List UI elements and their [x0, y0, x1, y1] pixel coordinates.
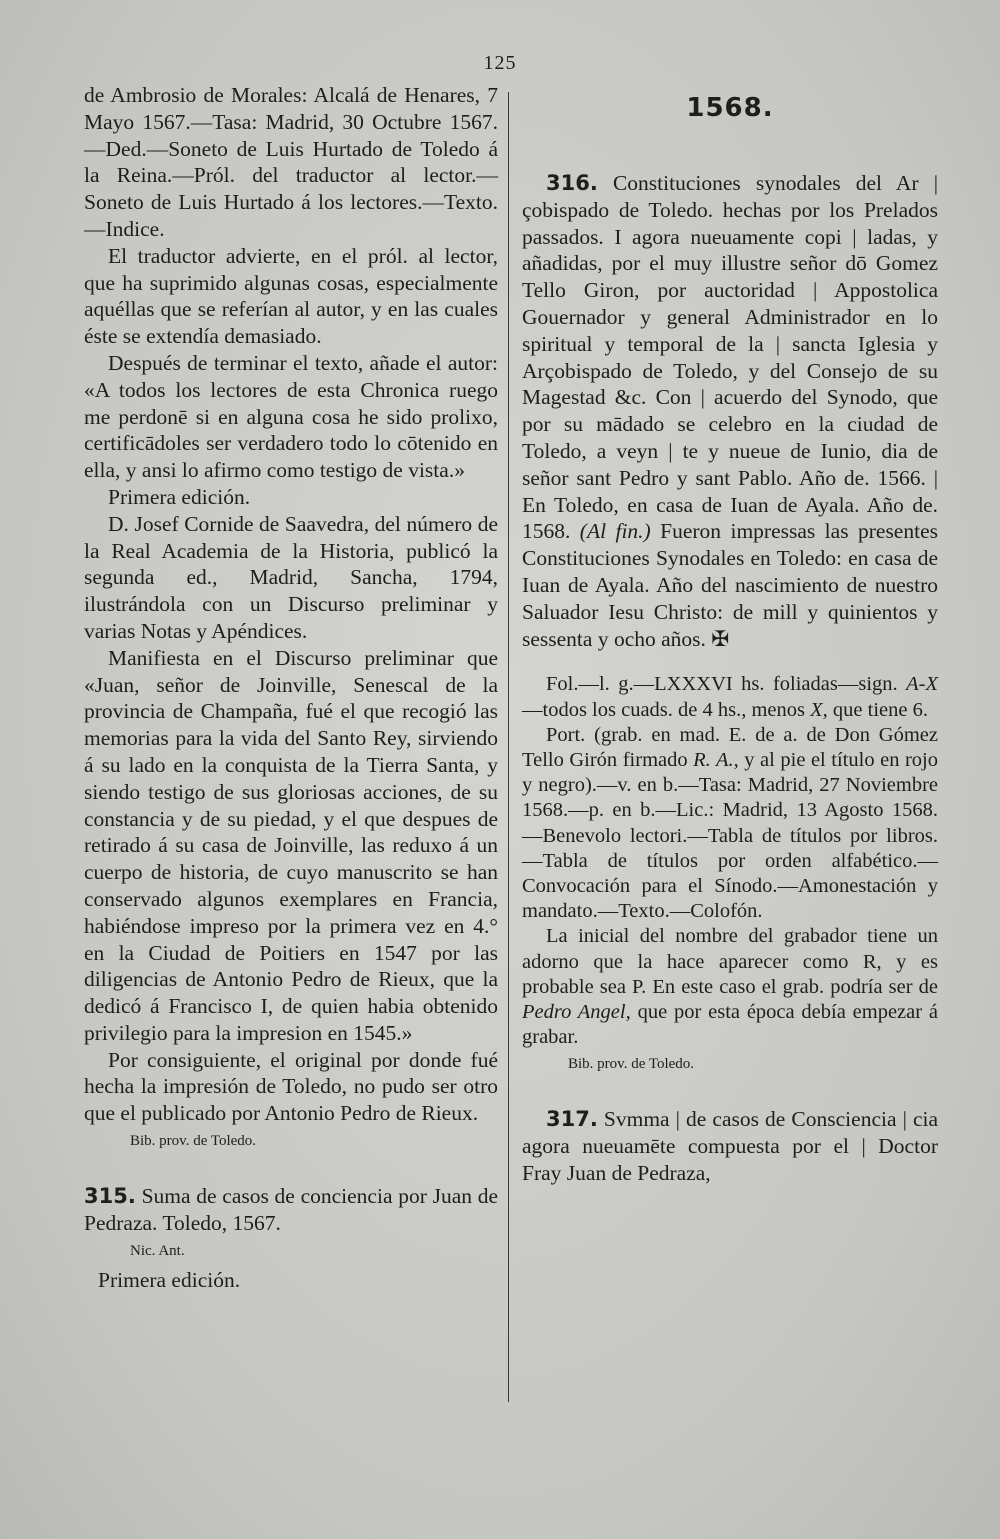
paragraph: Manifiesta en el Discurso preliminar que «Juan, señor de Joinville, Senescal de la provincia de Champaña, fué el que recogió las memorias para la vida del Santo Rey, sirviendo á su lado en la conquista de la Tierra Santa, y siendo testigo de sus gloriosas acciones, de su constancia y de su piedad, y el que despues de retirado á su casa de Joinville, las reduxo á un cuerpo de historia, de cuyo manuscrito se han conservado algunos exemplares en Francia, habiéndose impreso por la primera vez en 4.° en la Ciudad de Poitiers en 1547 por las diligencias de Antonio Pedro de Rieux, que la dedicó á Francisco I, de quien habia obtenido privilegio para la impresion en 1545.»: [84, 645, 498, 1045]
engraver-initials: R. A.: [693, 748, 734, 771]
collation: [522, 672, 938, 722]
entry-text: Svmma | de casos de Consciencia | cia agora nueuamēte compuesta por el | Doctor Fray Juan de Pedraza,: [522, 1107, 939, 1185]
column-divider: [508, 92, 509, 1402]
collation-text: —todos los cuads. de 4 hs., menos: [522, 698, 805, 721]
engraver-name: Pedro Angel,: [522, 1000, 631, 1023]
entry-316-title: [522, 170, 938, 652]
colophon-label: (Al fin.): [579, 519, 651, 544]
spacer: [84, 1151, 498, 1183]
entry-317: [522, 1106, 938, 1186]
entry-title: Constituciones synodales del Ar | çobispado de Toledo. hechas por los Prelados passados. I agora nueuamente copi | ladas, y añadidas, por el muy illustre señor dō Gomez Tello Giron, por auctoridad | Appostolica Gouernador y general Administrador en lo spiritual y temporal de la | sancta Iglesia y Arçobispado de Toledo, y del Consejo de su Magestad &c. Con | acuerdo del Synodo, que por su mādado se celebro en la ciudad de Toledo, a veyn | te y nueue de Iunio, dia de señor sant Pedro y sant Pablo. Año de. 1566. | En Toledo, en casa de Iuan de Ayala. Año de. 1568.: [522, 171, 939, 544]
note-text: que por esta época debía empezar á grabar.: [522, 1000, 938, 1049]
entry-number: 316.: [546, 171, 598, 195]
paragraph: El traductor advierte, en el pról. al lector, que ha suprimido algunas cosas, especialmente aquéllas que se referían al autor, y en las cuales éste se extendía demasiado.: [84, 243, 498, 349]
signature-range: A-X: [906, 673, 939, 696]
edition-note: Primera edición.: [98, 1267, 241, 1292]
cross-icon: ✠: [711, 626, 730, 651]
entry-number: 317.: [546, 1107, 598, 1132]
edition-note: Primera edición.: [108, 484, 251, 509]
colophon-text: Fueron impressas las presentes Constituciones Synodales en Toledo: en casa de Iuan de Ayala. Año del nascimiento de nuestro Saluador Iesu Christo: de mill y quinientos y sessenta y ocho años.: [522, 519, 938, 651]
library-source: Bib. prov. de Toledo.: [130, 1133, 257, 1150]
right-column: [522, 88, 938, 1187]
paragraph: Después de terminar el texto, añade el autor: «A todos los lectores de esta Chronica ruego me perdonē si en alguna cosa he sido prolixo, certificādoles ser verdadero todo lo cōtenido en ella, y ansi lo afirmo como testigo de vista.»: [84, 350, 498, 483]
left-column: [84, 82, 498, 1293]
paragraph: D. Josef Cornide de Saavedra, del número de la Real Academia de la Historia, publicó la segunda ed., Madrid, Sancha, 1794, ilustrándola con un Discurso preliminar y varias Notas y Apéndices.: [84, 511, 498, 643]
signature-letter: X,: [810, 698, 828, 721]
spacer: [522, 1074, 938, 1106]
paragraph: Por consiguiente, el original por donde fué hecha la impresión de Toledo, no pudo ser otro que el publicado por Antonio Pedro de Rieux.: [84, 1047, 498, 1126]
paragraph: de Ambrosio de Morales: Alcalá de Henares, 7 Mayo 1567.—Tasa: Madrid, 30 Octubre 1567.—Ded.—Soneto de Luis Hurtado de Toledo á la Reina.—Pról. del traductor al lector.—Soneto de Luis Hurtado á los lectores.—Texto.—Indice.: [84, 83, 498, 241]
contents-text: Port. (grab. en mad. E. de a. de Don Gómez Tello Girón firmado: [522, 723, 938, 771]
library-source: Nic. Ant.: [130, 1242, 185, 1259]
entry-315: [84, 1183, 498, 1237]
page-number: 125: [483, 52, 517, 74]
collation-text: que tiene 6.: [832, 698, 928, 721]
entry-text: Suma de casos de conciencia por Juan de Pedraza. Toledo, 1567.: [84, 1184, 499, 1235]
contents: [522, 723, 938, 925]
contents-text: , y al pie el título en rojo y negro).—v. en b.—Tasa: Madrid, 27 Noviembre 1568.—p. en b.—Lic.: Madrid, 13 Agosto 1568.—Benevolo lectori.—Tabla de títulos por libros.—Tabla de títulos por orden alfabético.—Convocación para el Sínodo.—Amonestación y mandato.—Texto.—Colofón.: [522, 748, 938, 923]
spacer: [522, 652, 938, 672]
year-heading: 1568.: [686, 93, 774, 123]
collation-text: Fol.—l. g.—LXXXVI hs. foliadas—sign.: [546, 673, 898, 696]
entry-number: 315.: [84, 1184, 136, 1209]
engraver-note: [522, 924, 938, 1050]
note-text: La inicial del nombre del grabador tiene un adorno que la hace aparecer como R, y es probable sea P. En este caso el grab. podría ser de: [522, 925, 938, 998]
library-source: Bib. prov. de Toledo.: [568, 1056, 695, 1073]
